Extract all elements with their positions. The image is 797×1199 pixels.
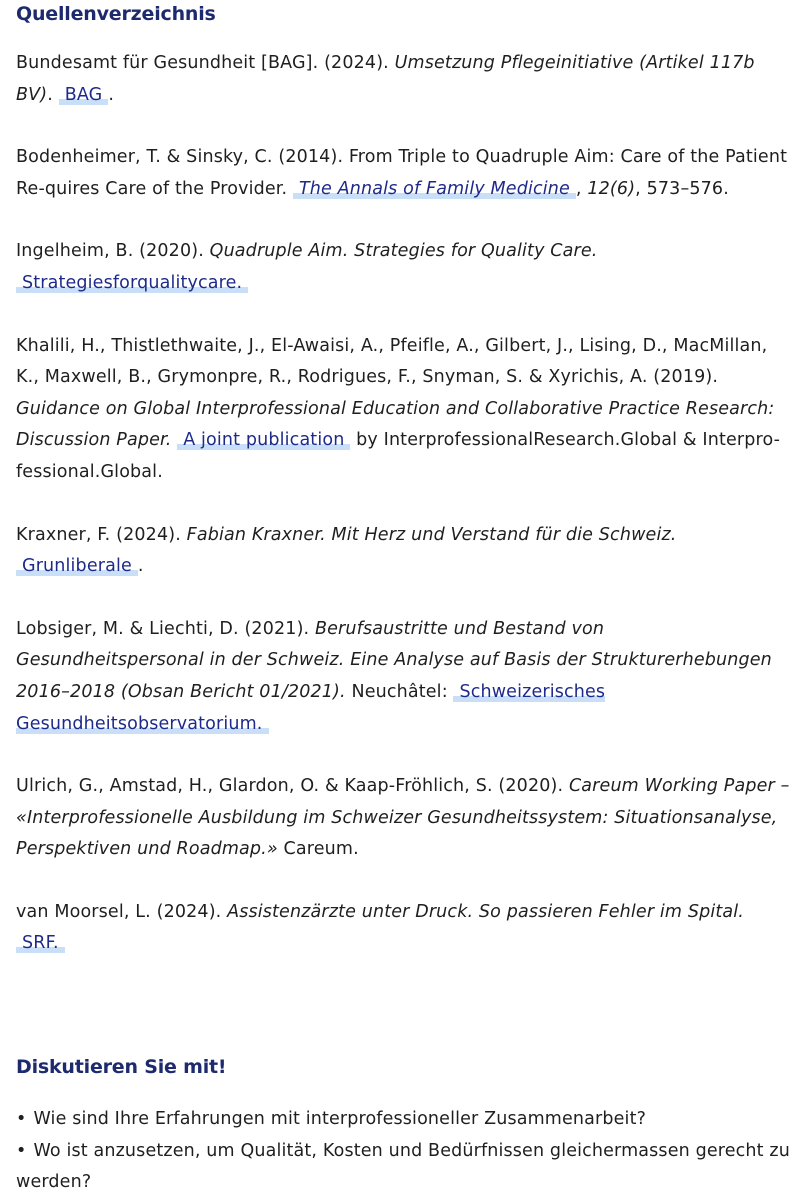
discussion-question: • Wie sind Ihre Erfahrungen mit interprofessioneller Zusammenarbeit? (16, 1104, 791, 1136)
reference-lobsiger (16, 614, 791, 740)
reference-authors: Kraxner, F. (2024). (16, 524, 187, 545)
discussion-heading: Diskutieren Sie mit! (16, 1056, 227, 1078)
reference-authors: Bundesamt für Gesundheit [BAG]. (2024). (16, 53, 395, 73)
reference-ingelheim (16, 236, 791, 299)
reference-title: Berufsaustritte und Bestand von Gesundheitspersonal in der Schweiz. Eine Analyse auf Basis der Strukturerhebungen 2016–2018 (Obsan Bericht 01/2021). (16, 618, 772, 702)
reference-kraxner (16, 520, 791, 583)
reference-volume: 12(6) (587, 178, 636, 199)
discussion-questions (16, 1104, 791, 1199)
reference-authors: Khalili, H., Thistlethwaite, J., El-Awaisi, A., Pfeifle, A., Gilbert, J., Lising, D., MacMillan, K., Maxwell, B., Grymonpre, R., Rodrigues, F., Snyman, S. & Xyrichis, A. (2019). (16, 335, 768, 388)
reference-link-srf[interactable]: SRF. (16, 933, 65, 953)
reference-authors: Ulrich, G., Amstad, H., Glardon, O. & Kaap-Fröhlich, S. (2020). (16, 776, 569, 797)
reference-title: Umsetzung Pflegeinitiative (Artikel 117b BV) (16, 53, 755, 105)
reference-authors: Ingelheim, B. (2020). (16, 241, 210, 262)
discussion-question: • Wo ist anzusetzen, um Qualität, Kosten und Bedürfnissen gleichermassen gerecht zu werden? (16, 1136, 791, 1199)
reference-authors: Bodenheimer, T. & Sinsky, C. (2014). From Triple to Quadruple Aim: Care of the Patient Re-quires Care of the Provider. (16, 147, 788, 199)
reference-link-grunliberale[interactable]: Grunliberale (16, 556, 138, 576)
reference-link-annals[interactable]: The Annals of Family Medicine (293, 179, 576, 199)
reference-link-obsan[interactable]: Schweizerisches Gesundheitsobservatorium. (16, 681, 606, 734)
reference-separator: , (575, 178, 588, 199)
reference-authors: van Moorsel, L. (2024). (16, 901, 228, 922)
reference-title: Assistenzärzte unter Druck. So passieren Fehler im Spital. (227, 901, 744, 922)
reference-tail: . (137, 556, 144, 577)
reference-title: Careum Working Paper – «Interprofessionelle Ausbildung im Schweizer Gesundheitssystem: Situationsanalyse, Perspektiven und Roadmap.» (16, 776, 790, 860)
reference-link-joint-publication[interactable]: A joint publication (177, 430, 350, 450)
reference-title: Fabian Kraxner. Mit Herz und Verstand für die Schweiz. (186, 524, 677, 545)
reference-separator: . (47, 84, 59, 105)
reference-link-strategies[interactable]: Strategiesforqualitycare. (16, 273, 248, 293)
reference-ulrich (16, 771, 791, 866)
reference-list (16, 48, 791, 991)
reference-van-moorsel (16, 897, 791, 960)
reference-tail: , 573–576. (635, 178, 729, 199)
reference-tail: . (108, 84, 115, 105)
references-heading: Quellenverzeichnis (16, 3, 216, 25)
reference-tail: Careum. (277, 839, 359, 860)
reference-publisher: Neuchâtel: (345, 681, 454, 702)
reference-khalili (16, 331, 791, 489)
reference-tail: by InterprofessionalResearch.Global & Interpro-fessional.Global. (16, 430, 781, 482)
reference-title: Quadruple Aim. Strategies for Quality Care. (209, 241, 598, 262)
reference-link-bag[interactable]: BAG (59, 85, 109, 105)
reference-bag (16, 48, 791, 111)
reference-title: Guidance on Global Interprofessional Education and Collaborative Practice Research: Discussion Paper. (16, 398, 775, 451)
reference-bodenheimer (16, 142, 791, 205)
reference-authors: Lobsiger, M. & Liechti, D. (2021). (16, 618, 315, 639)
